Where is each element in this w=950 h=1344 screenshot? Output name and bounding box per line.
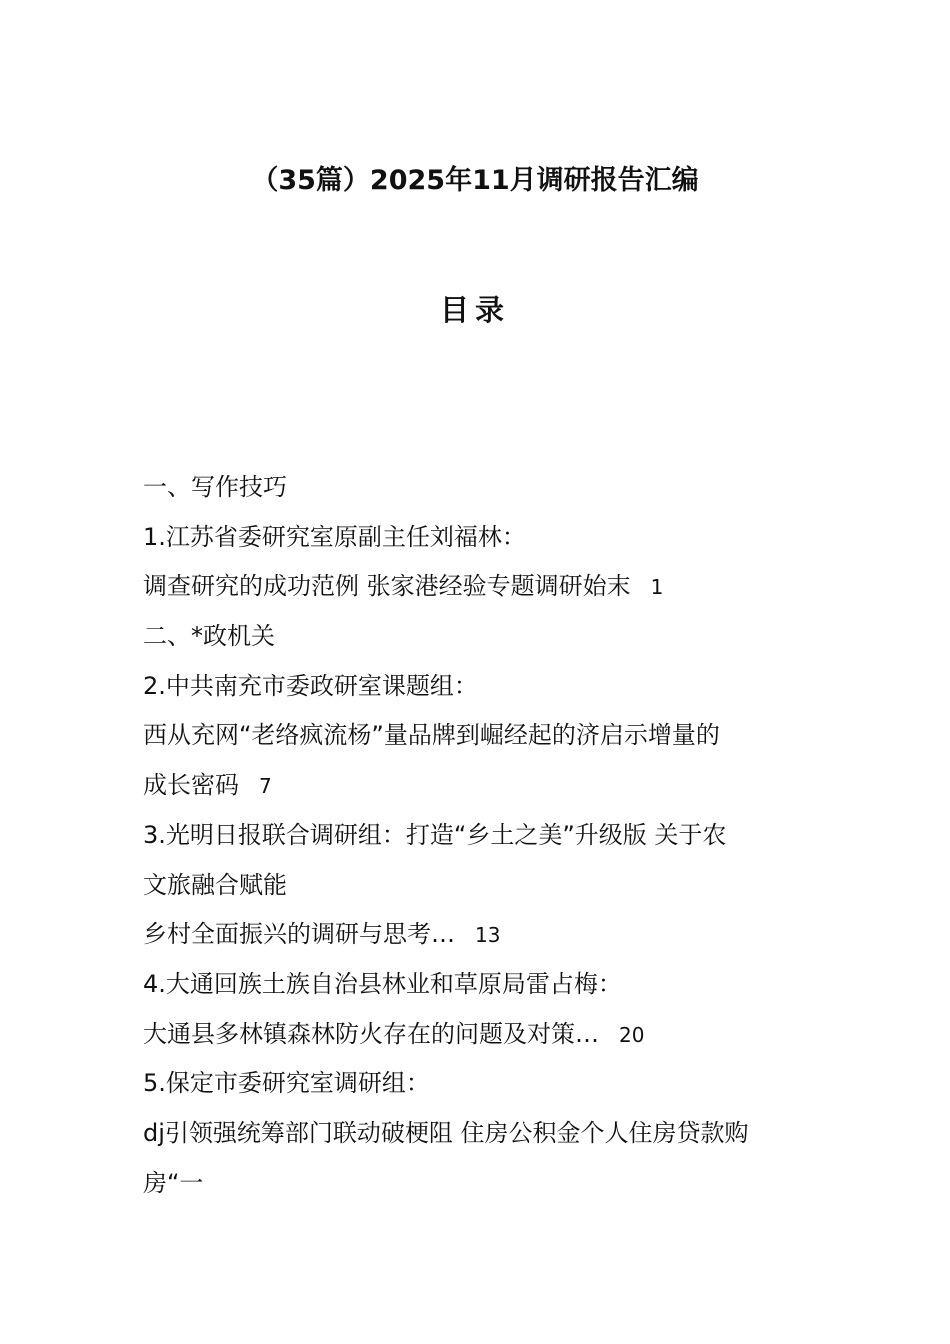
- toc-entry-text: dj引领强统筹部门联动破梗阻 住房公积金个人住房贷款购: [143, 1118, 749, 1147]
- toc-entry-text: 一、写作技巧: [143, 473, 287, 501]
- toc-heading: 目录: [439, 293, 510, 327]
- toc-entry-text: 成长密码: [143, 771, 239, 800]
- toc-entry-text: 4.大通回族土族自治县林业和草原局雷占梅：: [143, 969, 622, 998]
- toc-entry: [143, 518, 823, 568]
- toc-entry: [143, 915, 823, 965]
- toc-entry: [143, 816, 823, 866]
- toc-page-number: 13: [475, 923, 501, 948]
- toc-entry: [143, 1114, 823, 1164]
- toc-entry-text: 2.中共南充市委政研室课题组：: [143, 671, 478, 700]
- toc-entry-text: 大通县多林镇森林防火存在的问题及对策…: [143, 1019, 599, 1048]
- toc-entry: [143, 567, 823, 617]
- toc-entry: [143, 1164, 823, 1214]
- toc-section-heading: [143, 617, 823, 667]
- toc-entry-text: 西从充网“老络疯流杨”量品牌到崛经起的济启示增量的: [143, 721, 720, 750]
- toc-entry-text: 5.保定市委研究室调研组：: [143, 1069, 430, 1098]
- toc-entry-text: 3.光明日报联合调研组：打造“乡土之美”升级版 关于农: [143, 820, 727, 849]
- document-title: （35篇）2025年11月调研报告汇编: [251, 165, 699, 196]
- toc-entry-text: 乡村全面振兴的调研与思考…: [143, 920, 455, 949]
- toc-entry-text: 文旅融合赋能: [143, 870, 287, 899]
- toc-entry: [143, 667, 823, 717]
- toc-entry-text: 房“一: [143, 1168, 204, 1197]
- toc-entry: [143, 866, 823, 916]
- table-of-contents: [143, 468, 823, 1213]
- toc-page-number: 20: [619, 1022, 645, 1047]
- toc-entry: [143, 1064, 823, 1114]
- toc-page-number: 1: [650, 575, 664, 600]
- toc-entry: [143, 1015, 823, 1065]
- toc-page-number: 7: [259, 774, 272, 799]
- toc-entry: [143, 716, 823, 766]
- toc-entry: [143, 965, 823, 1015]
- toc-section-heading: [143, 468, 823, 518]
- toc-entry-text: 调查研究的成功范例 张家港经验专题调研始末: [143, 572, 631, 601]
- toc-entry: [143, 766, 823, 816]
- toc-entry-text: 1.江苏省委研究室原副主任刘福林：: [143, 522, 526, 551]
- toc-entry-text: 二、*政机关: [143, 622, 275, 651]
